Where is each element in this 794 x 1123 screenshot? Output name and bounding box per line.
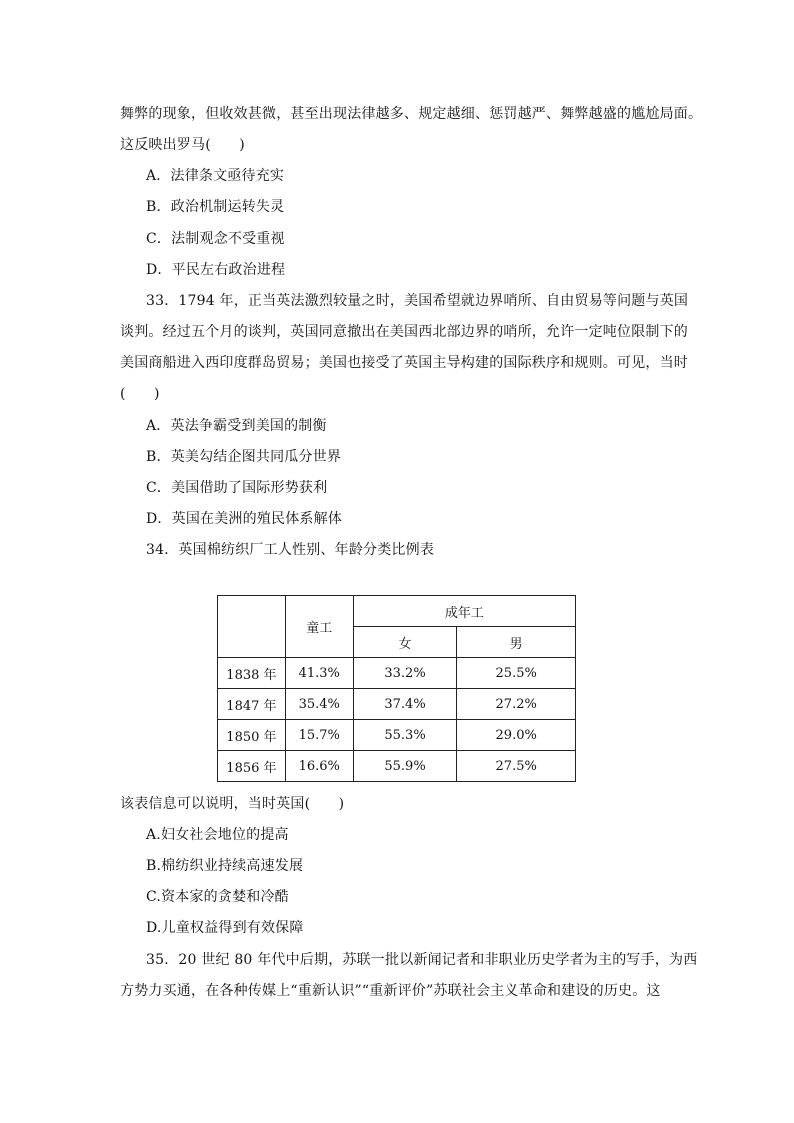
table-corner-cell xyxy=(218,596,286,658)
q33-option-b: B．英美勾结企图共同瓜分世界 xyxy=(146,449,342,465)
q34-option-b: B.棉纺织业持续高速发展 xyxy=(146,858,304,874)
q34-question: 该表信息可以说明，当时英国( ) xyxy=(120,796,345,812)
row-child-value: 16.6% xyxy=(285,751,353,782)
row-female-value: 55.9% xyxy=(353,751,457,782)
q33-option-c: C．美国借助了国际形势获利 xyxy=(146,480,328,496)
row-year: 1838 年 xyxy=(218,658,286,689)
header-female: 女 xyxy=(353,627,457,658)
row-male-value: 27.5% xyxy=(457,751,576,782)
row-year: 1856 年 xyxy=(218,751,286,782)
q33-stem-line-4: ( ) xyxy=(120,386,160,402)
table-row xyxy=(218,658,576,689)
worker-ratio-table xyxy=(217,595,576,782)
row-child-value: 15.7% xyxy=(285,720,353,751)
row-female-value: 33.2% xyxy=(353,658,457,689)
q33-stem-line-3: 美国商船进入西印度群岛贸易；美国也接受了英国主导构建的国际秩序和规则。可见，当时 xyxy=(120,355,688,371)
q33-stem-line-2: 谈判。经过五个月的谈判，英国同意撤出在美国西北部边界的哨所，允许一定吨位限制下的 xyxy=(120,324,688,340)
q34-option-c: C.资本家的贪婪和冷酷 xyxy=(146,889,289,905)
q32-stem-line-2: 这反映出罗马( ) xyxy=(120,137,245,153)
row-child-value: 35.4% xyxy=(285,689,353,720)
row-child-value: 41.3% xyxy=(285,658,353,689)
q35-stem-line-1: 35．20 世纪 80 年代中后期，苏联一批以新闻记者和非职业历史学者为主的写手，为西 xyxy=(146,952,698,968)
row-male-value: 27.2% xyxy=(457,689,576,720)
q35-stem-line-2: 方势力买通，在各种传媒上“重新认识”“重新评价”苏联社会主义革命和建设的历史。这 xyxy=(120,983,661,999)
q32-option-b: B．政治机制运转失灵 xyxy=(146,199,285,215)
table-row xyxy=(218,689,576,720)
q32-option-c: C．法制观念不受重视 xyxy=(146,231,285,247)
table-row xyxy=(218,720,576,751)
q34-title: 34．英国棉纺织厂工人性别、年龄分类比例表 xyxy=(146,542,435,558)
q32-option-d: D．平民左右政治进程 xyxy=(146,262,286,278)
q32-stem-line-1: 舞弊的现象，但收效甚微，甚至出现法律越多、规定越细、惩罚越严、舞弊越盛的尴尬局面。 xyxy=(120,106,703,122)
table-row xyxy=(218,751,576,782)
row-year: 1847 年 xyxy=(218,689,286,720)
q33-option-a: A．英法争霸受到美国的制衡 xyxy=(146,418,327,434)
row-female-value: 37.4% xyxy=(353,689,457,720)
q34-option-a: A.妇女社会地位的提高 xyxy=(146,827,289,843)
q33-option-d: D．英国在美洲的殖民体系解体 xyxy=(146,511,343,527)
q33-stem-line-1: 33．1794 年，正当英法激烈较量之时，美国希望就边界哨所、自由贸易等问题与英国 xyxy=(146,293,689,309)
row-year: 1850 年 xyxy=(218,720,286,751)
header-adult-labor: 成年工 xyxy=(353,596,575,627)
row-male-value: 29.0% xyxy=(457,720,576,751)
row-female-value: 55.3% xyxy=(353,720,457,751)
header-male: 男 xyxy=(457,627,576,658)
header-child-labor: 童工 xyxy=(285,596,353,658)
q34-option-d: D.儿童权益得到有效保障 xyxy=(146,920,304,936)
row-male-value: 25.5% xyxy=(457,658,576,689)
q32-option-a: A．法律条文亟待充实 xyxy=(146,168,285,184)
